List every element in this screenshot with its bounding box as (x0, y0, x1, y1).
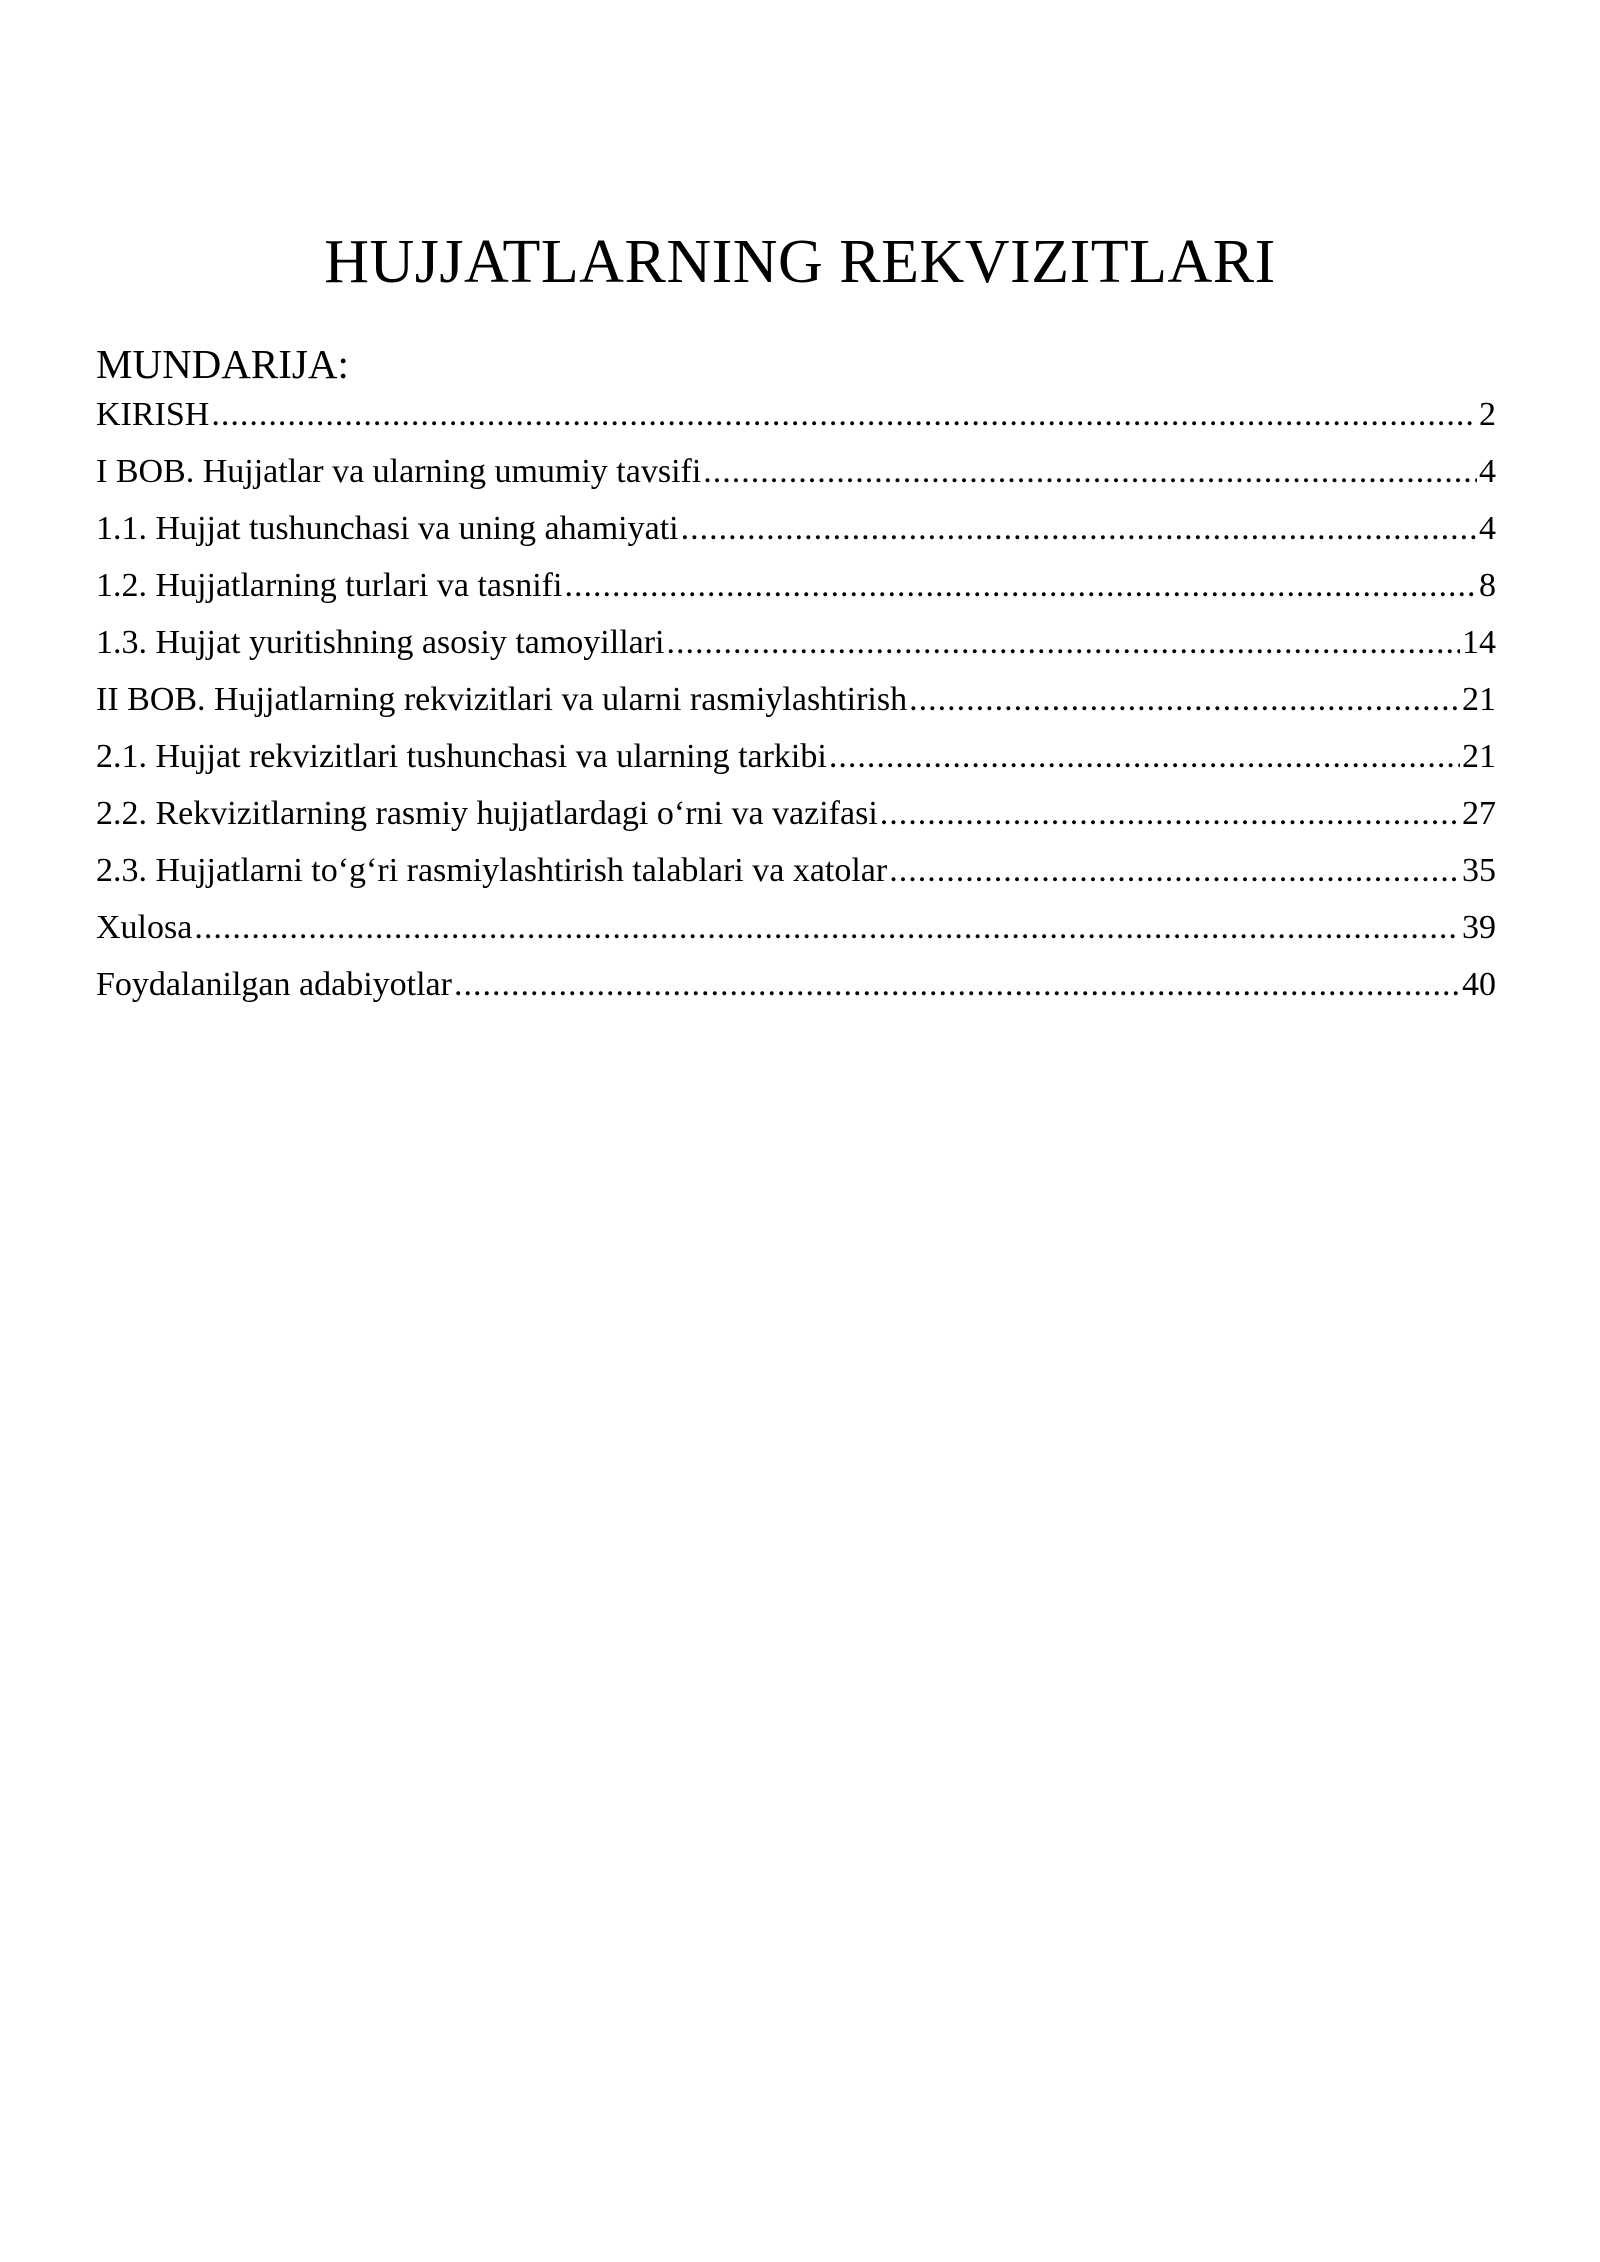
toc-entry-page: 2 (1479, 396, 1496, 433)
toc-entry-section-2-1[interactable] (96, 728, 1496, 785)
toc-entry-page: 21 (1462, 681, 1496, 718)
toc-entry-label: 2.1. Hujjat rekvizitlari tushunchasi va ularning tarkibi (96, 738, 827, 775)
toc-entry-page: 35 (1462, 852, 1496, 889)
toc-entry-section-2-2[interactable] (96, 785, 1496, 842)
toc-entry-label: KIRISH (96, 396, 210, 433)
toc-entry-label: II BOB. Hujjatlarning rekvizitlari va ularni rasmiylashtirish (96, 681, 908, 718)
toc-entry-label: Xulosa (96, 909, 193, 946)
toc-entry-chapter-1[interactable] (96, 443, 1496, 500)
toc-heading: MUNDARIJA: (96, 341, 349, 387)
toc-entry-page: 39 (1462, 909, 1496, 946)
toc-entry-label: 1.2. Hujjatlarning turlari va tasnifi (96, 567, 563, 604)
dot-leader (880, 785, 1460, 842)
toc-entry-label: Foydalanilgan adabiyotlar (96, 966, 452, 1003)
toc-entry-references[interactable] (96, 956, 1496, 1013)
toc-entry-label: I BOB. Hujjatlar va ularning umumiy tavsifi (96, 453, 702, 490)
toc-entry-page: 27 (1462, 795, 1496, 832)
toc-entry-section-1-1[interactable] (96, 500, 1496, 557)
dot-leader (909, 671, 1460, 728)
dot-leader (564, 557, 1477, 614)
dot-leader (681, 500, 1477, 557)
toc-entry-section-1-2[interactable] (96, 557, 1496, 614)
dot-leader (454, 956, 1460, 1013)
table-of-contents (96, 386, 1496, 1013)
toc-entry-kirish[interactable] (96, 386, 1496, 443)
toc-entry-page: 40 (1462, 966, 1496, 1003)
dot-leader (889, 842, 1460, 899)
toc-entry-section-2-3[interactable] (96, 842, 1496, 899)
dot-leader (194, 899, 1460, 956)
toc-entry-page: 4 (1479, 453, 1496, 490)
dot-leader (667, 614, 1460, 671)
toc-entry-label: 2.3. Hujjatlarni to‘g‘ri rasmiylashtirish talablari va xatolar (96, 852, 888, 889)
toc-entry-label: 2.2. Rekvizitlarning rasmiy hujjatlardagi o‘rni va vazifasi (96, 795, 878, 832)
toc-entry-page: 4 (1479, 510, 1496, 547)
toc-entry-label: 1.1. Hujjat tushunchasi va uning ahamiyati (96, 510, 679, 547)
dot-leader (211, 386, 1477, 443)
toc-entry-page: 14 (1462, 624, 1496, 661)
document-title: HUJJATLARNING REKVIZITLARI (324, 228, 1276, 296)
dot-leader (703, 443, 1477, 500)
toc-entry-label: 1.3. Hujjat yuritishning asosiy tamoyillari (96, 624, 665, 661)
dot-leader (829, 728, 1460, 785)
toc-entry-page: 8 (1479, 567, 1496, 604)
toc-entry-xulosa[interactable] (96, 899, 1496, 956)
toc-entry-page: 21 (1462, 738, 1496, 775)
toc-entry-section-1-3[interactable] (96, 614, 1496, 671)
toc-entry-chapter-2[interactable] (96, 671, 1496, 728)
